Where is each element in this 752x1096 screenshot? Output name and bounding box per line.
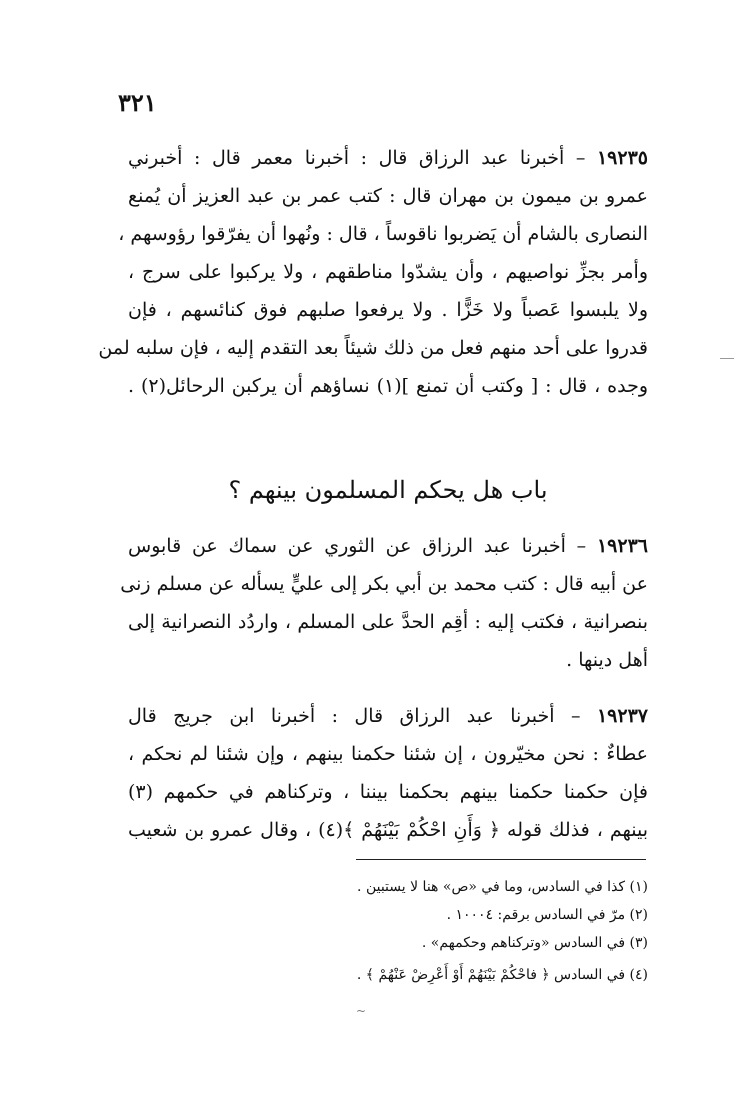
hadith-text: – أخبرنا عبد الرزاق قال : أخبرنا معمر قال : أخبرني [128, 147, 586, 169]
hadith-line [128, 528, 648, 564]
footnote: (٤) في السادس ﴿ فاحْكُمْ بَيْنَهُمْ أَوْ أَعْرِضْ عَنْهُمْ ﴾ . [356, 967, 648, 983]
hadith-line: ولا يلبسوا عَصباً ولا خَزًّا . ولا يرفعوا صلبهم فوق كنائسهم ، فإن [128, 299, 648, 321]
footnote: (٣) في السادس «وتركناهم وحكمهم» . [421, 935, 648, 951]
hadith-text: – أخبرنا عبد الرزاق عن الثوري عن سماك عن قابوس [128, 535, 587, 557]
hadith-line: فإن حكمنا حكمنا بينهم بحكمنا بيننا ، وتركناهم في حكمهم (٣) [128, 781, 648, 803]
hadith-line: عمرو بن ميمون بن مهران قال : كتب عمر بن عبد العزيز أن يُمنع [128, 185, 648, 207]
hadith-line: بينهم ، فذلك قوله ﴿ وَأَنِ احْكُمْ بَيْنَهُمْ ﴾(٤) ، وقال عمرو بن شعيب [128, 819, 648, 841]
hadith-line: وجده ، قال : [ وكتب أن تمنع ](١) نساؤهم أن يركبن الرحائل(٢) . [128, 375, 648, 397]
hadith-line: بنصرانية ، فكتب إليه : أقِم الحدَّ على المسلم ، واردُد النصرانية إلى [128, 611, 648, 633]
footnote: (٢) مرّ في السادس برقم: ١٠٠٠٤ . [446, 907, 648, 923]
hadith-line: عن أبيه قال : كتب محمد بن أبي بكر إلى عليٍّ يسأله عن مسلم زنى [120, 573, 648, 595]
hadith-line: قدروا على أحد منهم فعل من ذلك شيئاً بعد التقدم إليه ، فإن سلبه لمن [98, 337, 648, 359]
hadith-line [128, 698, 648, 734]
section-heading: باب هل يحكم المسلمون بينهم ؟ [228, 476, 548, 504]
hadith-line: النصارى بالشام أن يَضربوا ناقوساً ، قال : ونُهوا أن يفرّقوا رؤوسهم ، [118, 223, 648, 245]
margin-mark [720, 358, 734, 359]
scan-mark: ~ [356, 1004, 367, 1018]
page-number: ٣٢١ [118, 88, 157, 117]
hadith-text: – أخبرنا عبد الرزاق قال : أخبرنا ابن جريج قال [128, 705, 581, 727]
hadith-line: وأمر بجزِّ نواصيهم ، وأن يشدّوا مناطقهم ، ولا يركبوا على سرج ، [128, 261, 648, 283]
hadith-number: ١٩٢٣٥ [596, 147, 648, 169]
footnote: (١) كذا في السادس، وما في «ص» هنا لا يستبين . [357, 879, 648, 895]
hadith-line [128, 140, 648, 176]
hadith-line: عطاءٌ : نحن مخيّرون ، إن شئنا حكمنا بينهم ، وإن شئنا لم نحكم ، [128, 743, 648, 765]
hadith-number: ١٩٢٣٧ [596, 705, 648, 727]
hadith-line: أهل دينها . [566, 649, 648, 671]
hadith-number: ١٩٢٣٦ [596, 535, 648, 557]
footnote-divider [356, 859, 646, 860]
